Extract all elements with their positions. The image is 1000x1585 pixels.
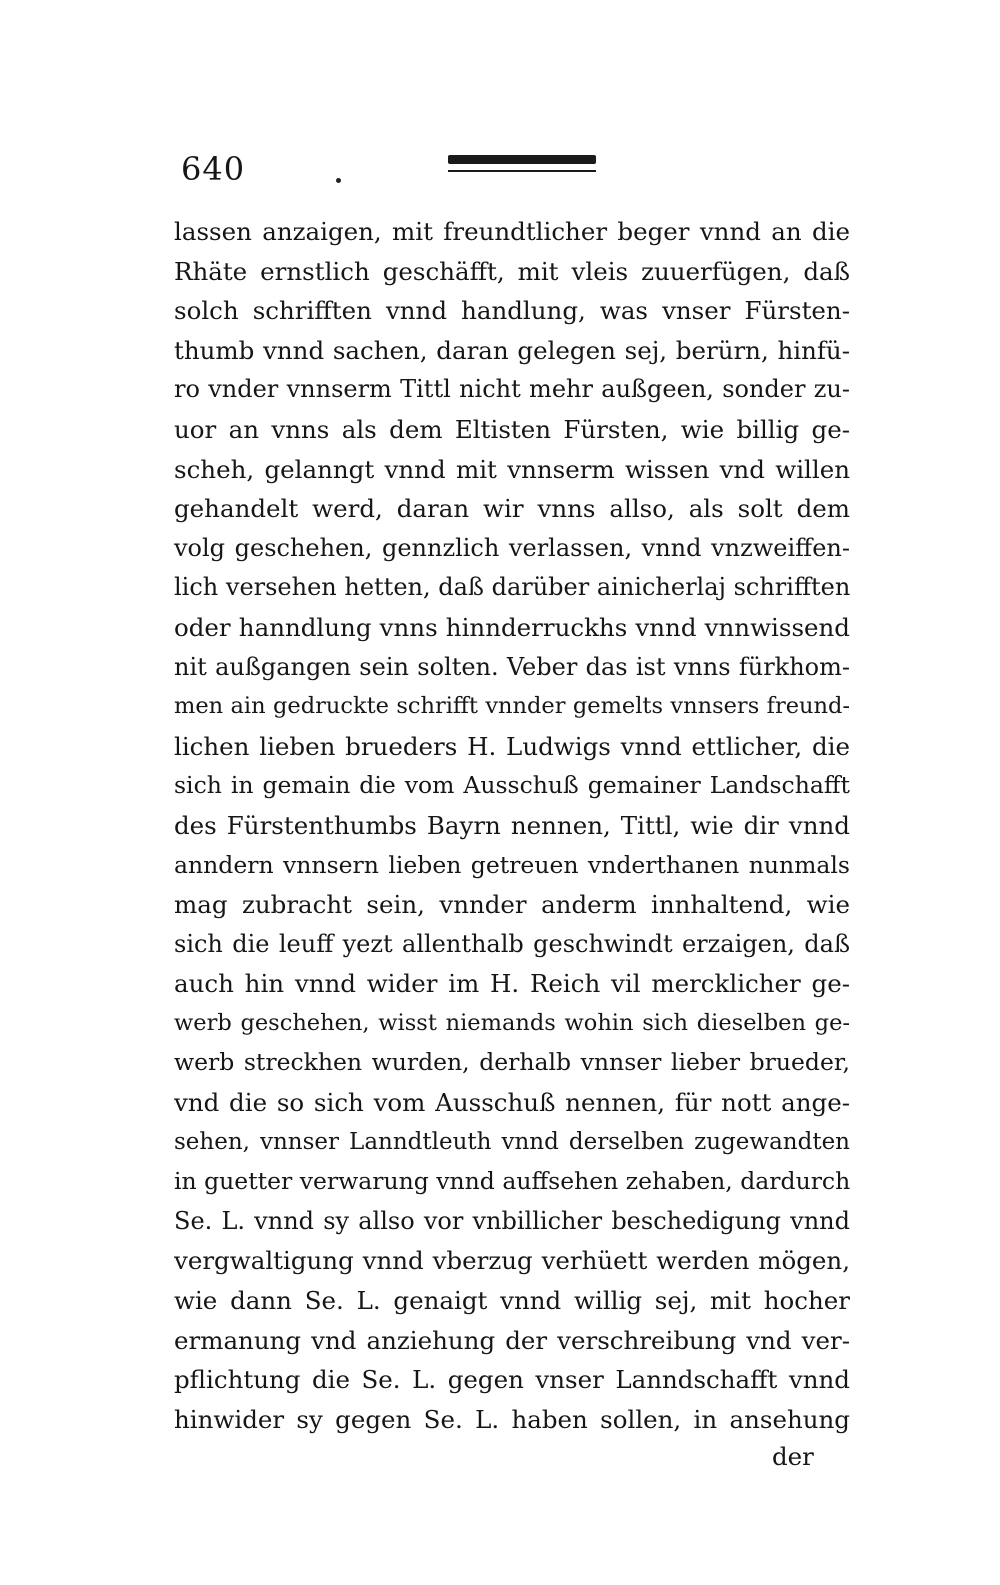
text-line: men ain gedruckte schrifft vnnder gemelts vnnsers freund- <box>174 693 850 720</box>
text-line: vergwaltigung vnnd vberzug verhüett werden mögen, <box>174 1246 850 1276</box>
text-line: Rhäte ernstlich geschäfft, mit vleis zuuerfügen, daß <box>174 256 850 286</box>
text-line: in guetter verwarung vnnd auffsehen zehaben, dardurch <box>174 1167 850 1196</box>
text-line: nit außgangen sein solten. Veber das ist vnns fürkhom- <box>174 652 850 681</box>
text-line: mag zubracht sein, vnnder anderm innhaltend, wie <box>174 890 850 920</box>
text-line: scheh, gelanngt vnnd mit vnnserm wissen vnd willen <box>174 454 850 484</box>
text-line: wie dann Se. L. genaigt vnnd willig sej, mit hocher <box>174 1286 850 1316</box>
text-line: lich versehen hetten, daß darüber ainicherlaj schrifften <box>174 573 850 602</box>
text-line: oder hanndlung vnns hinnderruckhs vnnd vnnwissend <box>174 612 850 642</box>
text-line: sich in gemain die vom Ausschuß gemainer Landschafft <box>174 771 850 800</box>
text-line: sehen, vnnser Lanndtleuth vnnd derselben zugewandten <box>174 1128 850 1155</box>
header-rule <box>448 155 596 172</box>
body-text <box>174 212 850 1439</box>
text-line: sich die leuff yezt allenthalb geschwindt erzaigen, daß <box>174 929 850 958</box>
text-line: anndern vnnsern lieben getreuen vnderthanen nunmals <box>174 850 850 879</box>
text-line: volg geschehen, gennzlich verlassen, vnnd vnzweiffen- <box>174 533 850 562</box>
page-number: 640 <box>181 150 246 188</box>
text-line: uor an vnns als dem Eltisten Fürsten, wie billig ge- <box>174 414 850 444</box>
text-line: Se. L. vnnd sy allso vor vnbillicher beschedigung vnnd <box>174 1206 850 1235</box>
text-line: des Fürstenthumbs Bayrn nennen, Tittl, wie dir vnnd <box>174 810 850 840</box>
text-line: werb streckhen wurden, derhalb vnnser lieber brueder, <box>174 1048 850 1077</box>
text-line: pflichtung die Se. L. gegen vnser Lanndschafft vnnd <box>174 1365 850 1395</box>
text-line: ermanung vnd anziehung der verschreibung vnd ver- <box>174 1325 850 1355</box>
text-line: thumb vnnd sachen, daran gelegen sej, berürn, hinfü- <box>174 335 850 365</box>
text-line: auch hin vnnd wider im H. Reich vil mercklicher ge- <box>174 969 850 999</box>
text-line: werb geschehen, wisst niemands wohin sich dieselben ge- <box>174 1009 850 1036</box>
text-line: hinwider sy gegen Se. L. haben sollen, in ansehung <box>174 1404 850 1434</box>
text-line: solch schrifften vnnd handlung, was vnser Fürsten- <box>174 296 850 326</box>
header-rule-thick <box>448 155 596 164</box>
header-dot <box>336 178 341 183</box>
text-line: lassen anzaigen, mit freundtlicher beger vnnd an die <box>174 217 850 246</box>
text-line: gehandelt werd, daran wir vnns allso, als solt dem <box>174 494 850 524</box>
catchword: der <box>772 1442 814 1471</box>
header-rule-thin <box>448 170 596 172</box>
text-line: lichen lieben brueders H. Ludwigs vnnd ettlicher, die <box>174 731 850 761</box>
text-line: ro vnder vnnserm Tittl nicht mehr außgeen, sonder zu- <box>174 375 850 404</box>
text-line: vnd die so sich vom Ausschuß nennen, für nott ange- <box>174 1088 850 1118</box>
